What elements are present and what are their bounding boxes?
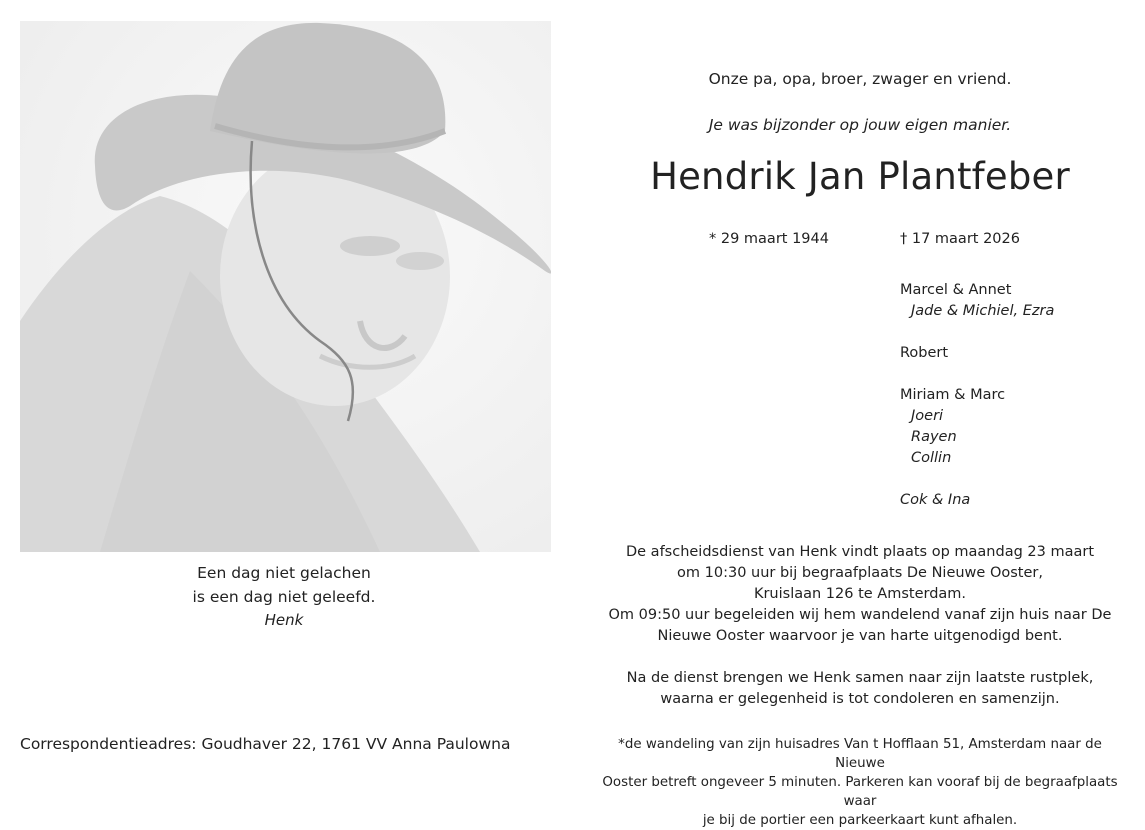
quote-line: is een dag niet geleefd. — [192, 588, 376, 606]
service-line: om 10:30 uur bij begraafplaats De Nieuwe Ooster, — [677, 565, 1043, 581]
quote-block — [20, 561, 548, 631]
service-info — [598, 542, 1122, 731]
family-child: Jade & Michiel, Ezra — [911, 303, 1055, 319]
family-child: Collin — [911, 450, 952, 466]
footnote-line: Ooster betreft ongeveer 5 minuten. Parkeren kan vooraf bij de begraafplaats waar — [602, 775, 1118, 809]
service-line: Kruislaan 126 te Amsterdam. — [753, 586, 967, 602]
family-child: Joeri — [911, 408, 944, 424]
footnote — [598, 735, 1122, 830]
family-list — [900, 280, 1054, 532]
footnote-line: je bij de portier een parkeerkaart kunt afhalen. — [702, 813, 1018, 828]
death-date: † 17 maart 2026 — [900, 231, 1020, 247]
family-group — [900, 490, 1054, 511]
family-parents: Cok & Ina — [900, 492, 971, 508]
service-paragraph — [598, 668, 1122, 710]
portrait-photo — [20, 21, 551, 552]
family-group — [900, 385, 1054, 469]
quote-line: Een dag niet gelachen — [197, 564, 371, 582]
service-line: Om 09:50 uur begeleiden wij hem wandelend vanaf zijn huis naar De — [608, 607, 1112, 623]
intro-text: Onze pa, opa, broer, zwager en vriend. — [708, 70, 1012, 88]
service-paragraph — [598, 542, 1122, 647]
birth-date: * 29 maart 1944 — [709, 231, 829, 247]
correspondence-address: Correspondentieadres: Goudhaver 22, 1761 VV Anna Paulowna — [20, 735, 511, 753]
family-child: Rayen — [911, 429, 957, 445]
service-line: De afscheidsdienst van Henk vindt plaats op maandag 23 maart — [625, 544, 1094, 560]
family-group — [900, 280, 1054, 322]
quote-signature: Henk — [264, 611, 304, 629]
family-parents: Robert — [900, 345, 949, 361]
service-line: waarna er gelegenheid is tot condoleren en samenzijn. — [660, 691, 1060, 707]
deceased-name: Hendrik Jan Plantfeber — [650, 155, 1070, 198]
family-parents: Miriam & Marc — [900, 387, 1006, 403]
service-line: Nieuwe Ooster waarvoor je van harte uitgenodigd bent. — [657, 628, 1063, 644]
footnote-line: *de wandeling van zijn huisadres Van t Hofflaan 51, Amsterdam naar de Nieuwe — [618, 737, 1102, 771]
motto-text: Je was bijzonder op jouw eigen manier. — [708, 116, 1012, 134]
family-group — [900, 343, 1054, 364]
service-line: Na de dienst brengen we Henk samen naar zijn laatste rustplek, — [626, 670, 1094, 686]
family-parents: Marcel & Annet — [900, 282, 1012, 298]
portrait-illustration — [20, 21, 551, 552]
